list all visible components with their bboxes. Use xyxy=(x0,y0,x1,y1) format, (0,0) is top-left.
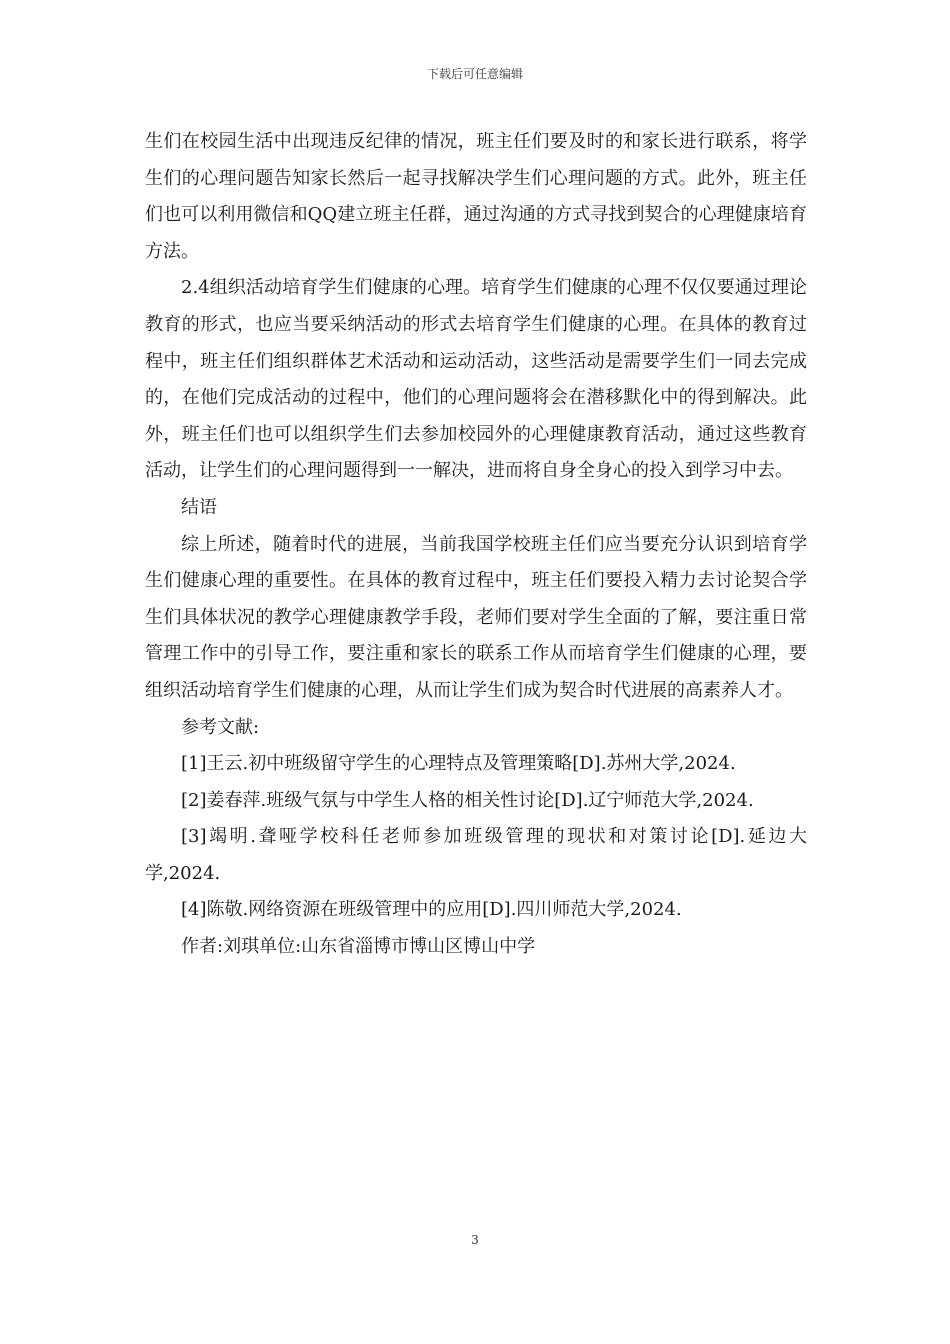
heading-conclusion: 结语 xyxy=(181,496,217,518)
reference-item-4: [4]陈敬.网络资源在班级管理中的应用[D].四川师范大学,2024. xyxy=(181,899,682,921)
reference-item-1: [1]王云.初中班级留守学生的心理特点及管理策略[D].苏州大学,2024. xyxy=(181,753,736,775)
document-body xyxy=(145,124,807,966)
paragraph-conclusion: 综上所述，随着时代的进展，当前我国学校班主任们应当要充分认识到培育学生们健康心理的重要性。在具体的教育过程中，班主任们要投入精力去讨论契合学生们具体状况的教学心理健康教学手段，老师们要对学生全面的了解，要注重日常管理工作中的引导工作，要注重和家长的联系工作从而培育学生们健康的心理，要组织活动培育学生们健康的心理，从而让学生们成为契合时代进展的高素养人才。 xyxy=(145,533,807,701)
heading-references: 参考文献: xyxy=(181,716,260,738)
paragraph-continuation: 生们在校园生活中出现违反纪律的情况，班主任们要及时的和家长进行联系，将学生们的心理问题告知家长然后一起寻找解决学生们心理问题的方式。此外，班主任们也可以利用微信和QQ建立班主任群，通过沟通的方式寻找到契合的心理健康培育方法。 xyxy=(145,131,807,262)
paragraph-section-2-4: 2.4组织活动培育学生们健康的心理。培育学生们健康的心理不仅仅要通过理论教育的形式，也应当要采纳活动的形式去培育学生们健康的心理。在具体的教育过程中，班主任们组织群体艺术活动和运动活动，这些活动是需要学生们一同去完成的，在他们完成活动的过程中，他们的心理问题将会在潜移默化中的得到解决。此外，班主任们也可以组织学生们去参加校园外的心理健康教育活动，通过这些教育活动，让学生们的心理问题得到一一解决，进而将自身全身心的投入到学习中去。 xyxy=(145,277,807,482)
page-header: 下载后可任意编辑 xyxy=(426,67,523,81)
reference-item-3: [3]竭明.聋哑学校科任老师参加班级管理的现状和对策讨论[D].延边大学,2024. xyxy=(145,826,807,884)
author-info: 作者:刘琪单位:山东省淄博市博山区博山中学 xyxy=(181,936,536,958)
page-number: 3 xyxy=(471,1233,479,1247)
reference-item-2: [2]姜春萍.班级气氛与中学生人格的相关性讨论[D].辽宁师范大学,2024. xyxy=(181,789,754,811)
